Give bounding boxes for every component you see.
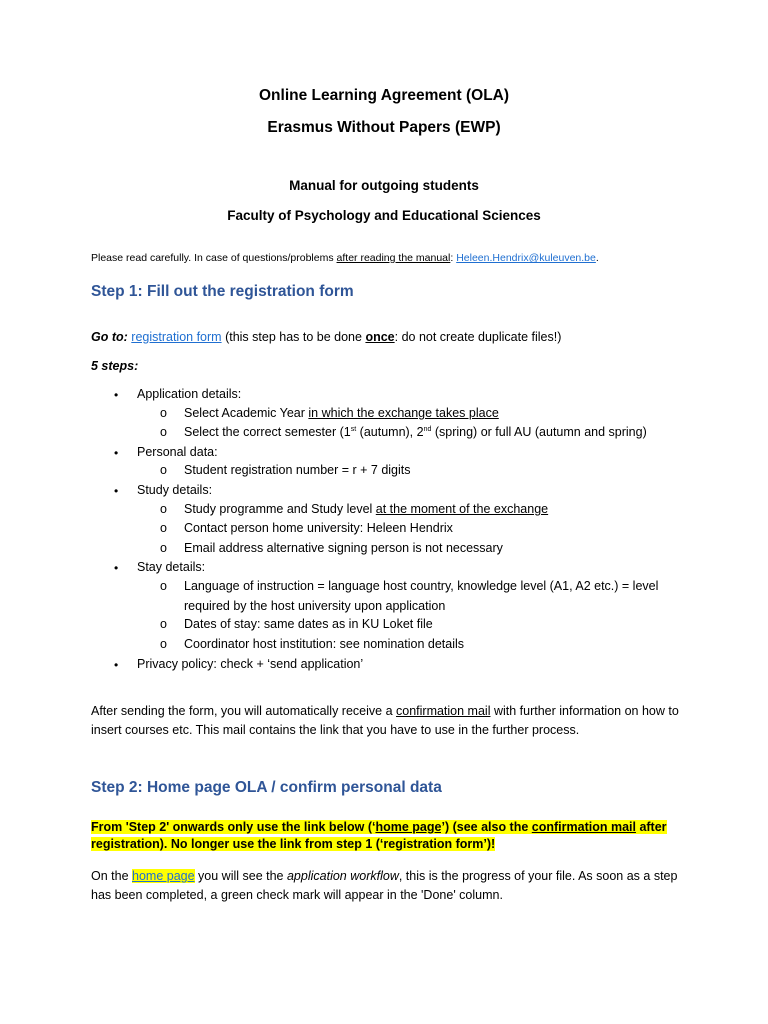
notice-text-c: after registration). No longer use the link from step 1 (‘registration form’)! <box>91 820 667 851</box>
highlighted-notice <box>91 819 681 852</box>
personal-sub-registration: Student registration number = r + 7 digits <box>184 463 411 477</box>
application-workflow-term: application workflow <box>286 869 399 883</box>
sub-bullet-icon: o <box>160 521 167 535</box>
privacy-policy: Privacy policy: check + ‘send application’ <box>137 657 364 671</box>
sub-bullet-icon: o <box>160 425 167 439</box>
intro-end: . <box>595 252 599 264</box>
home-text: On the <box>91 869 132 883</box>
sub-bullet-icon: o <box>160 579 167 593</box>
email-link[interactable]: Heleen.Hendrix@kuleuven.be <box>456 252 596 264</box>
sub-bullet-icon: o <box>160 541 167 555</box>
app-sub-academic-year <box>184 406 499 420</box>
app-sub1-text: Select Academic Year <box>184 406 309 420</box>
steps-label: 5 steps: <box>91 359 139 373</box>
notice-confirmation-mail: confirmation mail <box>531 820 636 834</box>
sub-bullet-icon: o <box>160 502 167 516</box>
bullet-icon: • <box>114 561 119 575</box>
intro-colon: : <box>450 252 457 264</box>
study-sub-email: Email address alternative signing person is not necessary <box>184 541 503 555</box>
document-title-sub: Erasmus Without Papers (EWP) <box>267 119 501 136</box>
bullet-icon: • <box>114 484 119 498</box>
study-sub-programme <box>184 502 548 516</box>
study-details: Study details: <box>137 483 213 497</box>
study-sub1-text: Study programme and Study level <box>184 502 376 516</box>
home-text-b: you will see the <box>194 869 287 883</box>
bullet-icon: • <box>114 446 119 460</box>
home-page-paragraph <box>91 867 681 905</box>
sup-nd: nd <box>423 425 432 433</box>
goto-once: once <box>365 330 395 344</box>
study-sub1-underlined: at the moment of the exchange <box>375 502 549 516</box>
faculty-subtitle: Faculty of Psychology and Educational Sciences <box>227 208 541 223</box>
application-details: Application details: <box>137 387 242 401</box>
intro-text: Please read carefully. In case of questions/problems <box>91 252 337 264</box>
after-text: After sending the form, you will automatically receive a <box>91 704 396 718</box>
home-page-link[interactable]: home page <box>132 869 195 883</box>
sub-bullet-icon: o <box>160 463 167 477</box>
stay-sub-dates: Dates of stay: same dates as in KU Loket file <box>184 617 433 631</box>
goto-text: (this step has to be done <box>221 330 366 344</box>
bullet-icon: • <box>114 658 119 672</box>
registration-form-link[interactable]: registration form <box>131 330 222 344</box>
study-sub-contact: Contact person home university: Heleen Hendrix <box>184 521 453 535</box>
step2-heading: Step 2: Home page OLA / confirm personal data <box>91 779 442 796</box>
notice-home-page: home page <box>375 820 442 834</box>
goto-label: Go to: <box>91 330 128 344</box>
stay-details: Stay details: <box>137 560 206 574</box>
app-sub2-text-c: (spring) or full AU (autumn and spring) <box>431 425 647 439</box>
stay-sub-language: Language of instruction = language host country, knowledge level (A1, A2 etc.) = level <box>184 579 659 593</box>
step1-heading: Step 1: Fill out the registration form <box>91 283 354 300</box>
after-sending-paragraph <box>91 702 681 740</box>
bullet-icon: • <box>114 388 119 402</box>
app-sub1-underlined: in which the exchange takes place <box>308 406 499 420</box>
notice-text: From 'Step 2' onwards only use the link below (‘ <box>91 820 376 834</box>
stay-sub-coordinator: Coordinator host institution: see nomination details <box>184 637 465 651</box>
goto-line <box>91 330 561 344</box>
app-sub2-text-b: (autumn), 2 <box>356 425 424 439</box>
app-sub-semester <box>184 425 647 439</box>
after-text-end: with further information on how to insert courses etc. This mail contains the link that you have to use in the further process. <box>91 704 679 737</box>
sub-bullet-icon: o <box>160 617 167 631</box>
confirmation-mail-ref: confirmation mail <box>396 704 491 718</box>
stay-sub-language-cont: required by the host university upon application <box>184 599 446 613</box>
manual-subtitle: Manual for outgoing students <box>289 178 479 193</box>
app-sub2-text: Select the correct semester (1 <box>184 425 351 439</box>
intro-underlined: after reading the manual <box>336 252 451 264</box>
personal-data: Personal data: <box>137 445 218 459</box>
sub-bullet-icon: o <box>160 637 167 651</box>
sup-st: st <box>350 425 357 433</box>
goto-text-end: : do not create duplicate files!) <box>394 330 562 344</box>
intro-line <box>91 252 599 264</box>
sub-bullet-icon: o <box>160 406 167 420</box>
notice-text-b: ’) (see also the <box>441 820 532 834</box>
document-title: Online Learning Agreement (OLA) <box>258 87 510 104</box>
home-text-c: , this is the progress of your file. As soon as a step has been completed, a green check mark will appear in the 'Done' column. <box>91 869 678 902</box>
